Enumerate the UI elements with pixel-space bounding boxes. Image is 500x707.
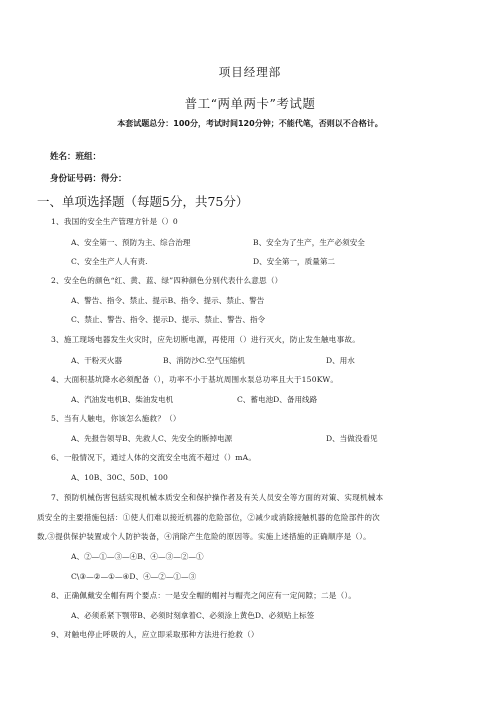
question-1-option-c: C、安全生产人人有责.: [71, 257, 148, 266]
name-group-field: 姓名：班组：: [50, 152, 102, 162]
question-7-options-ab: A、②—①—③—④B、④—③—②—①: [71, 552, 204, 561]
question-6-stem: 6、一般情况下，通过人体的交流安全电流不超过（）mA。: [51, 453, 257, 462]
question-2-options-ab: A、警告、指令、禁止、提示B、指令、提示、禁止、警告: [71, 296, 265, 305]
question-1-stem: 1、我国的安全生产管理方针是（）0: [51, 217, 178, 226]
question-3-option-a: A、干粉灭火器: [71, 356, 123, 365]
question-2-options-cd: C、禁止、警告、指令、提示D、提示、禁止、警告、指令: [71, 315, 266, 324]
question-8-stem: 8、正确佩戴安全帽有两个要点：一是安全帽的帽衬与帽壳之间应有一定间隙；二是（）。: [51, 591, 357, 600]
question-2-stem: 2、安全色的颜色“红、黄、蓝、绿”四种颜色分别代表什么意思（）: [51, 276, 283, 285]
question-4-stem: 4、大面积基坑降水必须配备（），功率不小于基坑周围水泵总功率且大于150KW。: [51, 375, 339, 384]
question-5-stem: 5、当有人触电，你该怎么施救？（）: [51, 414, 181, 423]
question-6-options: A、10B、30C、50D、100: [71, 473, 168, 482]
question-7-stem-line1: 7、预防机械伤害包括实现机械本质安全和保护操作者及有关人员安全等方面的对策、实现机械本: [51, 493, 384, 502]
exam-note: 本套试题总分：100分，考试时间120分钟；不能代笔，否则以不合格计。: [117, 119, 383, 128]
question-5-option-d: D、当做没看见: [326, 434, 378, 443]
question-3-option-d: D、用水: [326, 356, 355, 365]
question-7-options-cd: C\③—②—①—④D、④—②—①—③: [71, 572, 197, 581]
question-7-stem-line2: 质安全的主要措施包括：①使人们难以接近机器的危险部位，②减少或消除接触机器的危险部件的次: [37, 513, 380, 522]
question-1-option-d: D、安全第一，质量第二: [253, 257, 336, 266]
question-1-option-a: A、安全第一、预防为主、综合治理: [71, 238, 191, 247]
question-3-stem: 3、施工现场电器发生火灾时，应先切断电源，再使用（）进行灭火，防止发生触电事故。: [51, 335, 360, 344]
question-4-options-ab: A、汽油发电机B、柴油发电机: [71, 395, 174, 404]
question-4-options-cd: C、蓄电池D、备用线路: [237, 395, 318, 404]
question-7-stem-line3: 数,③提供保护装置或个人防护装备，④消除产生危险的原因等。实施上述措施的正确顺序是（）。: [37, 532, 371, 541]
question-9-stem: 9、对触电停止呼吸的人，应立即采取那种方法进行抢救（）: [51, 630, 259, 639]
question-5-options-abc: A、先报告领导B、先救人C、先安全的断掉电源: [71, 434, 233, 443]
department-title: 项目经理部: [218, 65, 282, 79]
section-heading: 一、单项选择题（每题5分，共75分）: [37, 194, 249, 209]
id-score-field: 身份证号码：得分：: [50, 174, 127, 184]
question-3-options-bc: B、消防沙C.空气压缩机: [163, 356, 245, 365]
question-1-option-b: B、安全为了生产，生产必须安全: [253, 238, 365, 247]
question-8-options: A、必须系紧下颚带B、必须时刻拿着C、必须涂上黄色D、必须贴上标签: [71, 611, 315, 620]
exam-title: 普工“两单两卡”考试题: [184, 96, 316, 111]
